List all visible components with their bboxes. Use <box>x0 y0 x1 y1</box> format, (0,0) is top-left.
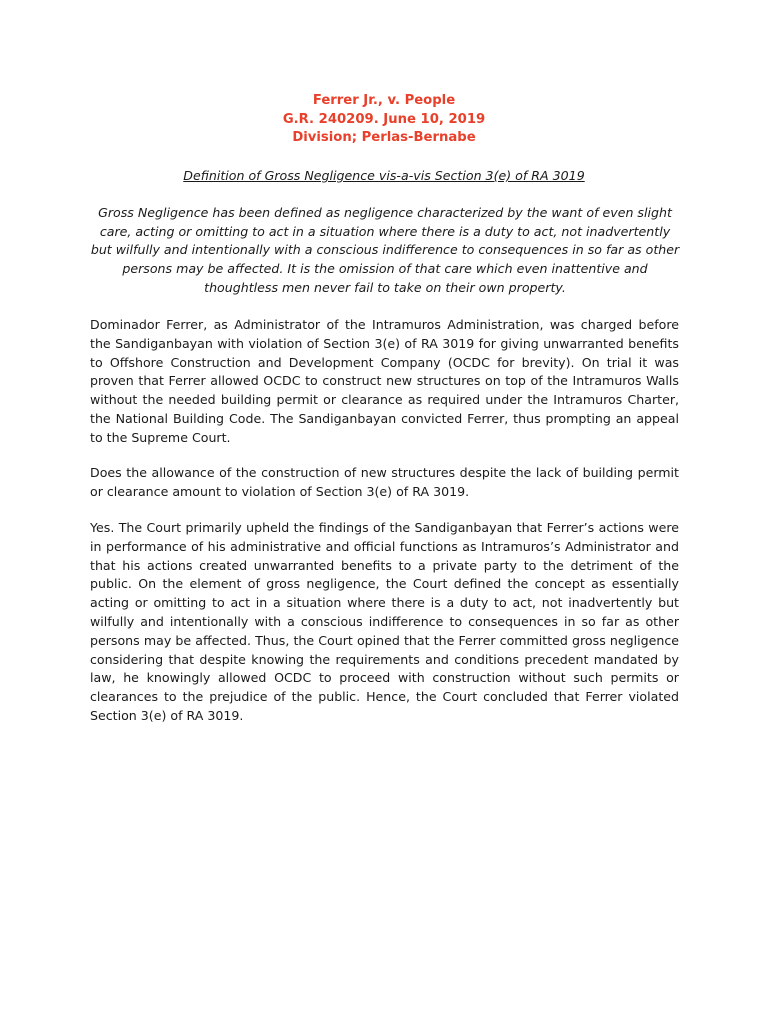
case-header <box>0 92 768 148</box>
topic-heading: Definition of Gross Negligence vis-a-vis Section 3(e) of RA 3019 <box>183 168 585 183</box>
issue-paragraph: Does the allowance of the construction of new structures despite the lack of building permit or clearance amount to violation of Section 3(e) of RA 3019. <box>90 465 679 499</box>
definition-paragraph: Gross Negligence has been defined as negligence characterized by the want of even slight care, acting or omitting to act in a situation where there is a duty to act, not inadvertently but wilfully and intentionally with a conscious indifference to consequences in so far as other persons may be affected. It is the omission of that care which even inattentive and thoughtless men never fail to take on their own property. <box>90 205 680 295</box>
division-line: Division; Perlas-Bernabe <box>292 130 476 145</box>
case-title: Ferrer Jr., v. People <box>312 93 456 108</box>
ruling-paragraph: Yes. The Court primarily upheld the findings of the Sandiganbayan that Ferrer’s actions were in performance of his administrative and official functions as Intramuros’s Administrator and that his actions created unwarranted benefits to a private party to the detriment of the public. On the element of gross negligence, the Court defined the concept as essentially acting or omitting to act in a situation where there is a duty to act, not inadvertently but wilfully and intentionally with a conscious indifference to consequences in so far as other persons may be affected. Thus, the Court opined that the Ferrer committed gross negligence considering that despite knowing the requirements and conditions precedent mandated by law, he knowingly allowed OCDC to proceed with construction without such permits or clearances to the prejudice of the public. Hence, the Court concluded that Ferrer violated Section 3(e) of RA 3019. <box>90 520 679 723</box>
case-number: G.R. 240209. June 10, 2019 <box>282 111 486 127</box>
facts-paragraph: Dominador Ferrer, as Administrator of the Intramuros Administration, was charged before the Sandiganbayan with violation of Section 3(e) of RA 3019 for giving unwarranted benefits to Offshore Construction and Development Company (OCDC for brevity). On trial it was proven that Ferrer allowed OCDC to construct new structures on top of the Intramuros Walls without the needed building permit or clearance as required under the Intramuros Charter, the National Building Code. The Sandiganbayan convicted Ferrer, thus prompting an appeal to the Supreme Court. <box>90 317 679 445</box>
